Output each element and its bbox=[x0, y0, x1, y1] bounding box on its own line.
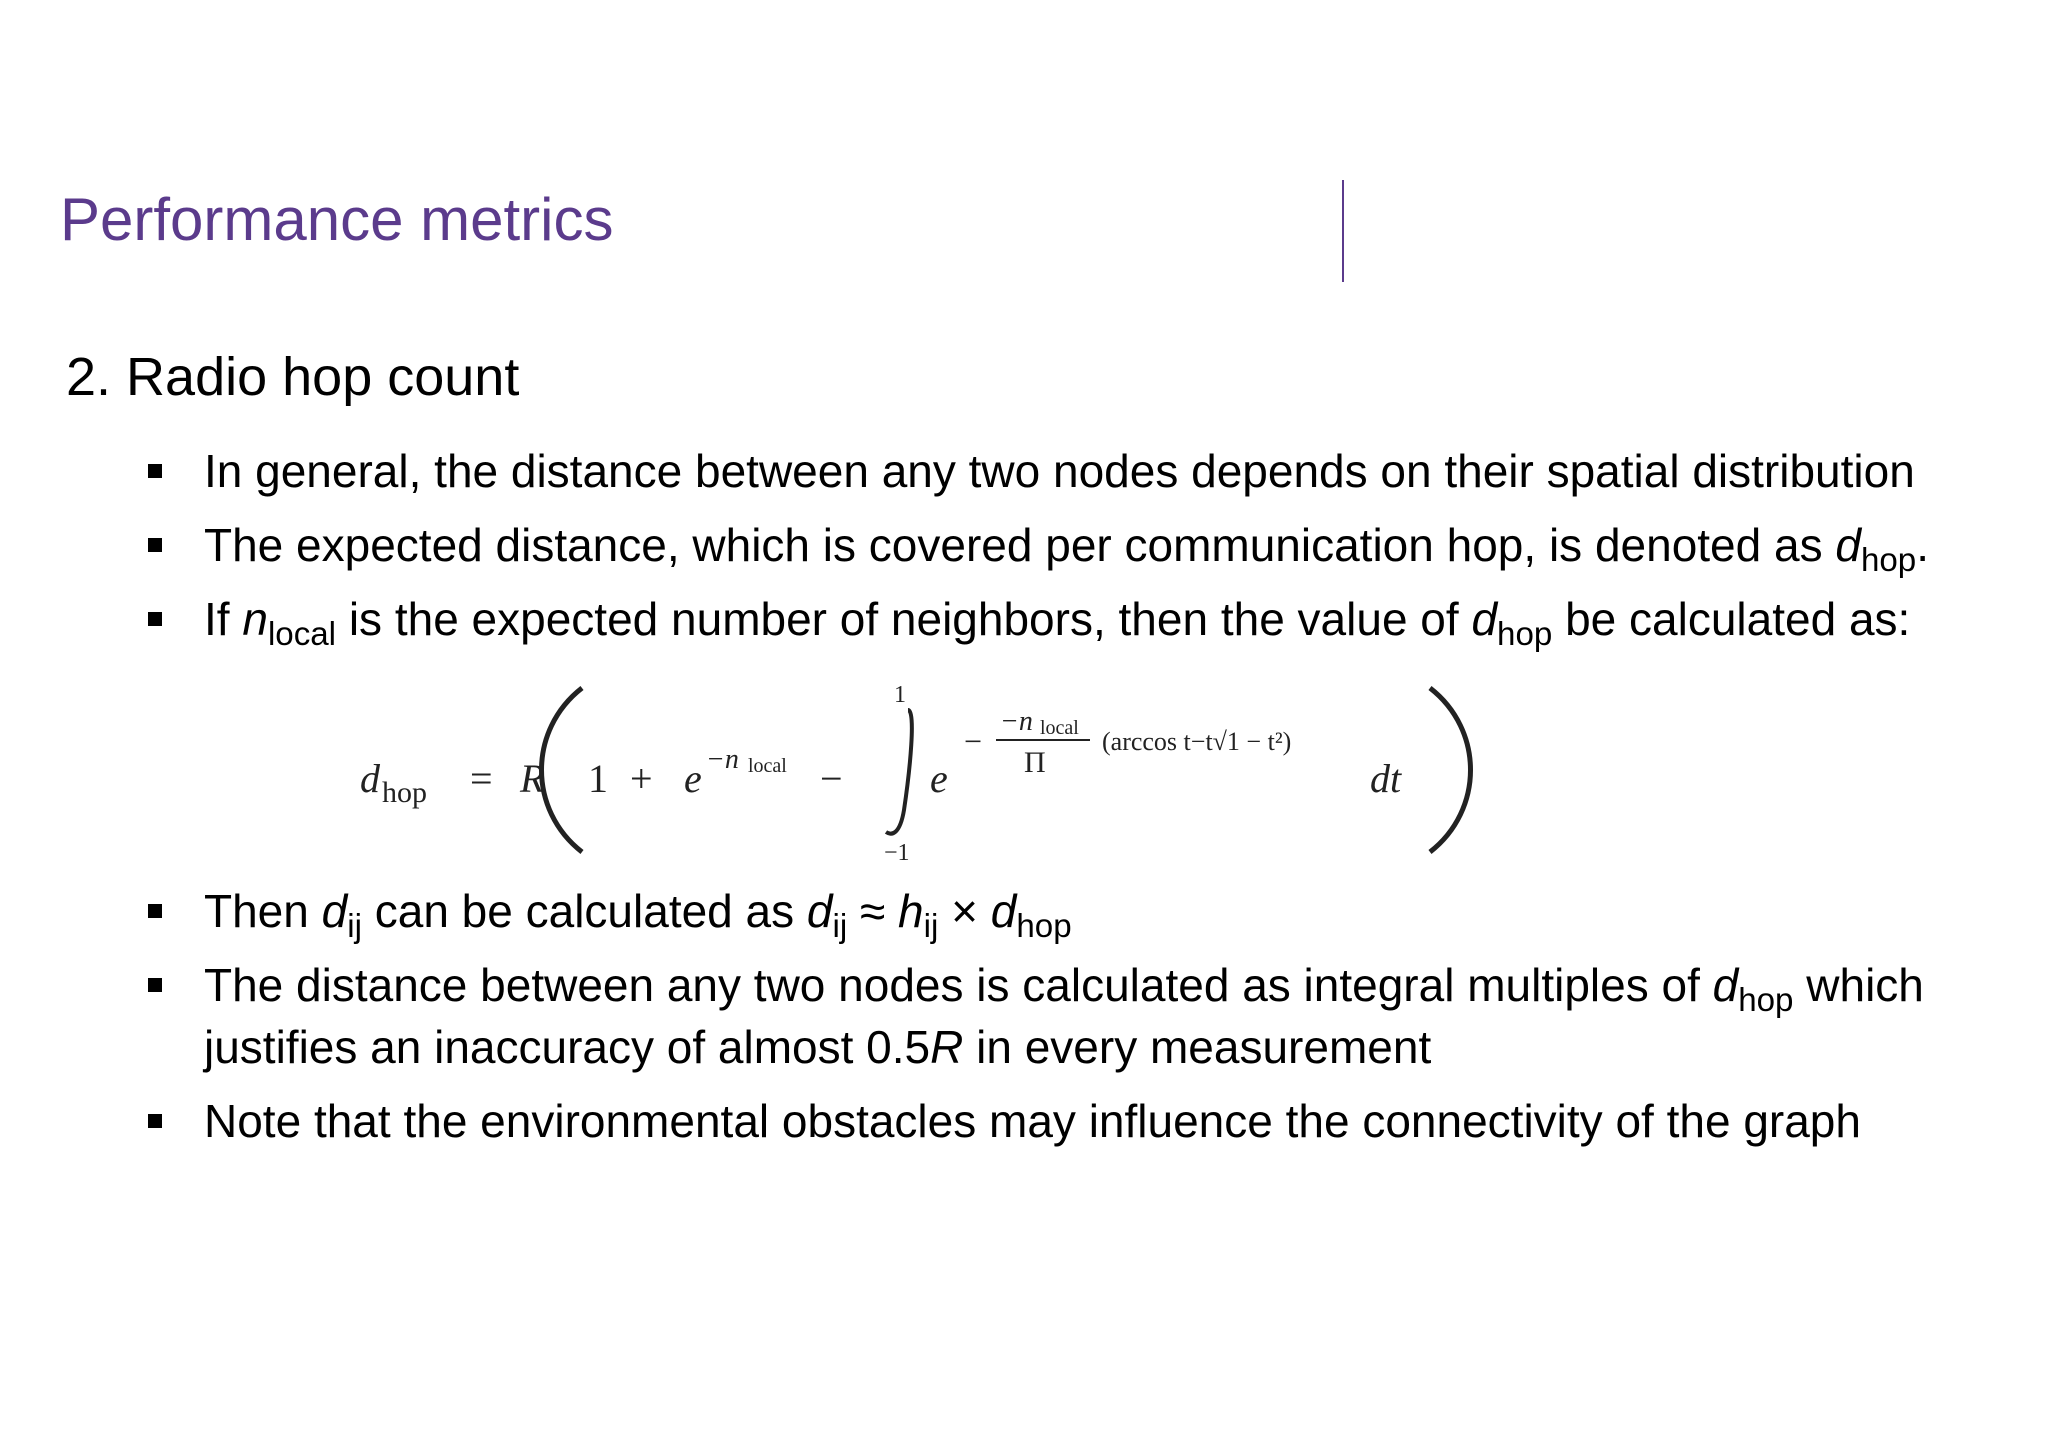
formula-lhs: d bbox=[360, 756, 380, 801]
formula-right-paren bbox=[1430, 688, 1471, 852]
formula-left-paren bbox=[542, 688, 583, 852]
formula-e: e bbox=[684, 756, 702, 801]
formula-r: R bbox=[520, 756, 545, 801]
formula-exponent: −n bbox=[706, 744, 739, 775]
formula-equals: = bbox=[470, 756, 493, 801]
bullet-spatial-distribution: In general, the distance between any two nodes depends on their spatial distribution bbox=[148, 440, 2008, 502]
title-divider bbox=[1342, 180, 1344, 282]
integral-lower-limit: −1 bbox=[884, 840, 910, 866]
formula-graphic bbox=[360, 680, 1480, 866]
bullet-environmental-obstacles: Note that the environmental obstacles may influence the connectivity of the graph bbox=[148, 1090, 2008, 1152]
formula-plus: + bbox=[630, 756, 653, 801]
formula-e2: e bbox=[930, 756, 948, 801]
bullet-marker bbox=[148, 978, 162, 992]
formula-neg-sign: − bbox=[964, 723, 983, 759]
formula-minus: − bbox=[820, 756, 843, 801]
section-heading: 2. Radio hop count bbox=[66, 347, 520, 407]
bullet-expected-distance: The expected distance, which is covered per communication hop, is denoted as $d_{hop}$. bbox=[148, 514, 2008, 576]
integral-upper-limit: 1 bbox=[894, 682, 906, 708]
formula-dt: dt bbox=[1370, 756, 1402, 801]
arccos-term: (arccos t−t√1 − t²) bbox=[1102, 727, 1292, 756]
bullet-marker bbox=[148, 1114, 162, 1128]
bullet-expected-neighbors: If $n_{local}$ is the expected number of neighbors, then the value of $d_{hop}$ be calculated as: bbox=[148, 588, 2008, 650]
fraction-numerator: −n bbox=[1000, 706, 1033, 737]
slide-title: Performance metrics bbox=[60, 186, 614, 253]
formula-exponent-sub: local bbox=[748, 755, 787, 777]
bullet-marker bbox=[148, 464, 162, 478]
fraction-denominator: Π bbox=[1024, 746, 1046, 779]
integral-sign bbox=[886, 710, 912, 834]
bullet-dij-calculation: Then $d_{ij}$ can be calculated as $d_{ij} \approx h_{ij} \times d_{hop}$ bbox=[148, 880, 2008, 942]
bullet-marker bbox=[148, 538, 162, 552]
bullet-marker bbox=[148, 612, 162, 626]
bullet-list-lower bbox=[148, 880, 2008, 1164]
formula-lhs-sub: hop bbox=[382, 776, 427, 809]
bullet-marker bbox=[148, 904, 162, 918]
bullet-integral-multiples: The distance between any two nodes is calculated as integral multiples of $d_{hop}$ which justifies an inaccuracy of almost 0.5R in every measurement bbox=[148, 954, 2008, 1078]
formula-one: 1 bbox=[588, 756, 608, 801]
dhop-formula bbox=[360, 680, 1480, 866]
fraction-numerator-sub: local bbox=[1040, 717, 1079, 739]
bullet-list-upper bbox=[148, 440, 2008, 662]
